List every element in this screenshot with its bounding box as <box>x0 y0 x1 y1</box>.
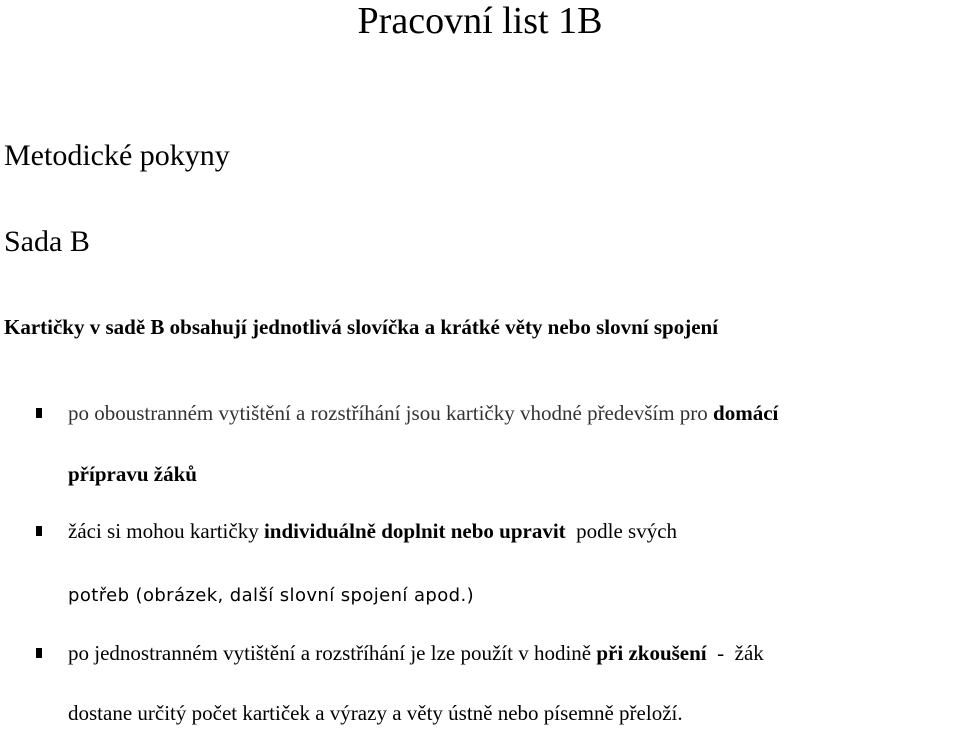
bullet-1-text: po oboustranném vytištění a rozstříhání jsou kartičky vhodné především pro <box>68 401 714 425</box>
bullet-1-line-1 <box>68 403 778 424</box>
bullet-3-line-1 <box>68 643 764 664</box>
bullet-3-line-2: dostane určitý počet kartiček a výrazy a věty ústně nebo písemně přeloží. <box>68 701 683 725</box>
intro-text: Kartičky v sadě B obsahují jednotlivá slovíčka a krátké věty nebo slovní spojení <box>4 315 719 339</box>
bullet-marker-2 <box>36 526 42 536</box>
bullet-3-text-start: po jednostranném vytištění a rozstříhání je lze použít v hodině <box>68 641 597 665</box>
bullet-marker-3 <box>36 648 42 658</box>
page-title: Pracovní list 1B <box>357 0 603 42</box>
bullet-2-bold: individuálně doplnit nebo upravit <box>263 519 566 543</box>
bullet-3-text-end: - žák <box>706 641 764 665</box>
bullet-1-bold: domácí <box>713 401 779 425</box>
bullet-2-text-end: podle svých <box>565 519 678 543</box>
bullet-3-bold: při zkoušení <box>596 641 707 665</box>
bullet-marker-1 <box>36 408 42 418</box>
set-heading: Sada B <box>4 225 90 258</box>
methodical-instructions-heading: Metodické pokyny <box>4 139 230 172</box>
bullet-2-line-2: potřeb (obrázek, další slovní spojení apod.) <box>68 585 474 606</box>
bullet-2-line-1 <box>68 521 677 542</box>
bullet-1-bold-continuation: přípravu žáků <box>68 462 197 486</box>
bullet-2-text-start: žáci si mohou kartičky <box>68 519 264 543</box>
bullet-1-line-2 <box>68 464 197 485</box>
